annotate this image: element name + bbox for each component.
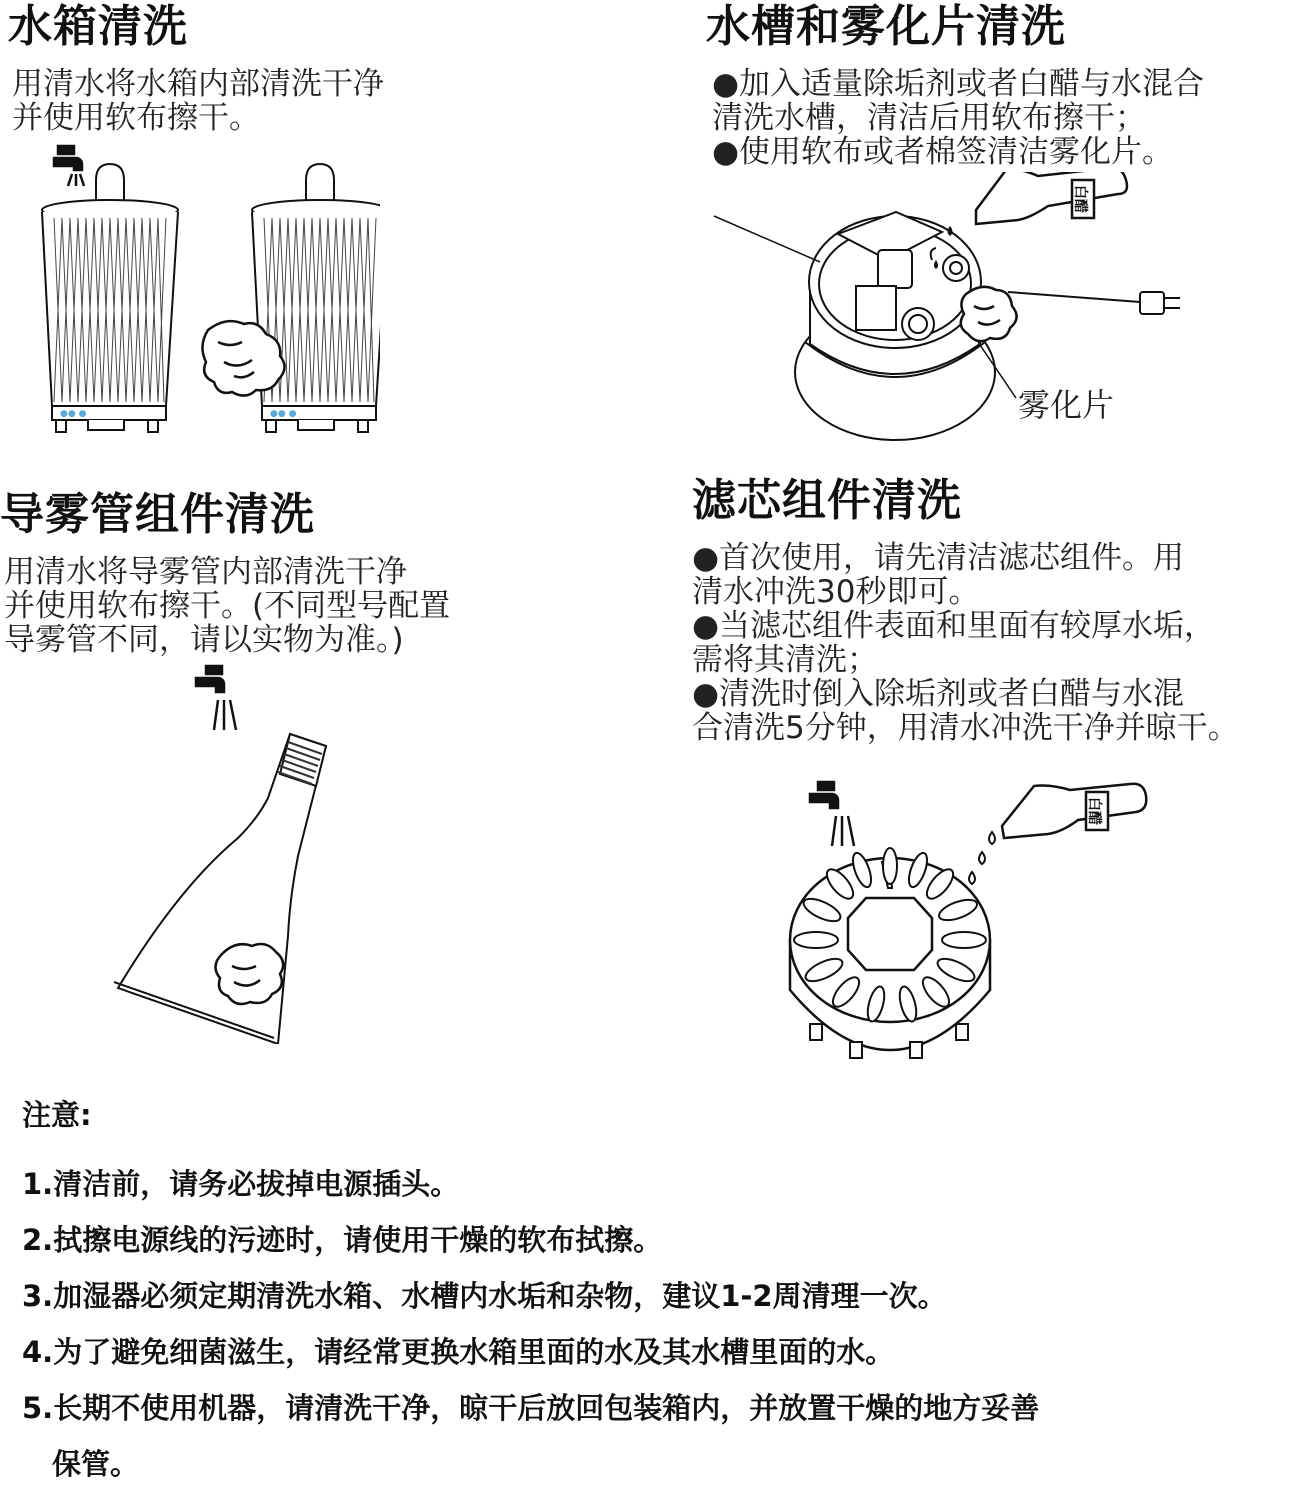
trough-bottle-label: 白醋 [1072,185,1088,213]
filter-illustration [780,780,1160,1080]
filter-line-5: ●清洗时倒入除垢剂或者白醋与水混 [692,675,1185,712]
tube-line-1: 用清水将导雾管内部清洗干净 [4,553,407,590]
trough-illustration [710,172,1190,472]
note-item-3: 3.加湿器必须定期清洗水箱、水槽内水垢和杂物，建议1-2周清理一次。 [22,1279,947,1313]
callout-atomizer [1018,388,1114,422]
filter-line-3: ●当滤芯组件表面和里面有较厚水垢， [692,607,1216,644]
note-item-5: 5.长期不使用机器，请清洗干净，晾干后放回包装箱内，并放置干燥的地方妥善 [22,1391,1040,1425]
trough-line-3: ●使用软布或者棉签清洁雾化片。 [712,133,1174,170]
tube-line-2: 并使用软布擦干。(不同型号配置 [4,587,451,624]
tube-line-3: 导雾管不同，请以实物为准。) [4,621,404,658]
faucet-icon [54,146,84,186]
trough-line-1: ●加入适量除垢剂或者白醋与水混合 [712,65,1205,102]
note-item-2: 2.拭擦电源线的污迹时，请使用干燥的软布拭擦。 [22,1223,663,1257]
filter-bottle-label: 白醋 [1086,797,1102,825]
notes-title: 注意: [22,1098,92,1132]
filter-line-6: 合清洗5分钟，用清水冲洗干净并晾干。 [692,709,1239,746]
svg-text:●● ●: ●● ● [270,409,297,419]
note-item-1: 1.清洁前，请务必拔掉电源插头。 [22,1167,460,1201]
filter-line-4: 需将其清洗； [692,641,878,678]
note-item-5-continuation: 保管。 [52,1447,140,1481]
cloth-icon [961,287,1017,341]
notes-section [22,1093,1292,1492]
callout-atomizer-label: 雾化片 [1018,386,1115,424]
mist-tube-illustration [100,664,360,1044]
svg-text:●● ●: ●● ● [60,409,87,419]
note-item-4: 4.为了避免细菌滋生，请经常更换水箱里面的水及其水槽里面的水。 [22,1335,895,1369]
tank-line-1: 用清水将水箱内部清洗干净 [12,65,384,102]
section-tank [8,2,568,135]
section-title-tube: 导雾管组件清洗 [0,489,315,540]
faucet-icon [196,666,236,730]
section-tube [0,490,600,657]
section-title-filter: 滤芯组件清洗 [692,475,962,526]
vinegar-bottle-icon [976,172,1127,224]
trough-line-2: 清洗水槽，清洁后用软布擦干； [712,99,1146,136]
filter-line-2: 清水冲洗30秒即可。 [692,573,980,610]
tank-line-2: 并使用软布擦干。 [12,99,260,136]
section-trough [706,2,1306,169]
water-tank-illustration [30,140,380,440]
faucet-icon [810,782,854,846]
vinegar-bottle-icon [1002,784,1146,838]
filter-line-1: ●首次使用，请先清洁滤芯组件。用 [692,539,1185,576]
section-title-trough: 水槽和雾化片清洗 [706,1,1066,52]
section-filter [692,476,1309,745]
section-title-tank: 水箱清洗 [8,1,188,52]
